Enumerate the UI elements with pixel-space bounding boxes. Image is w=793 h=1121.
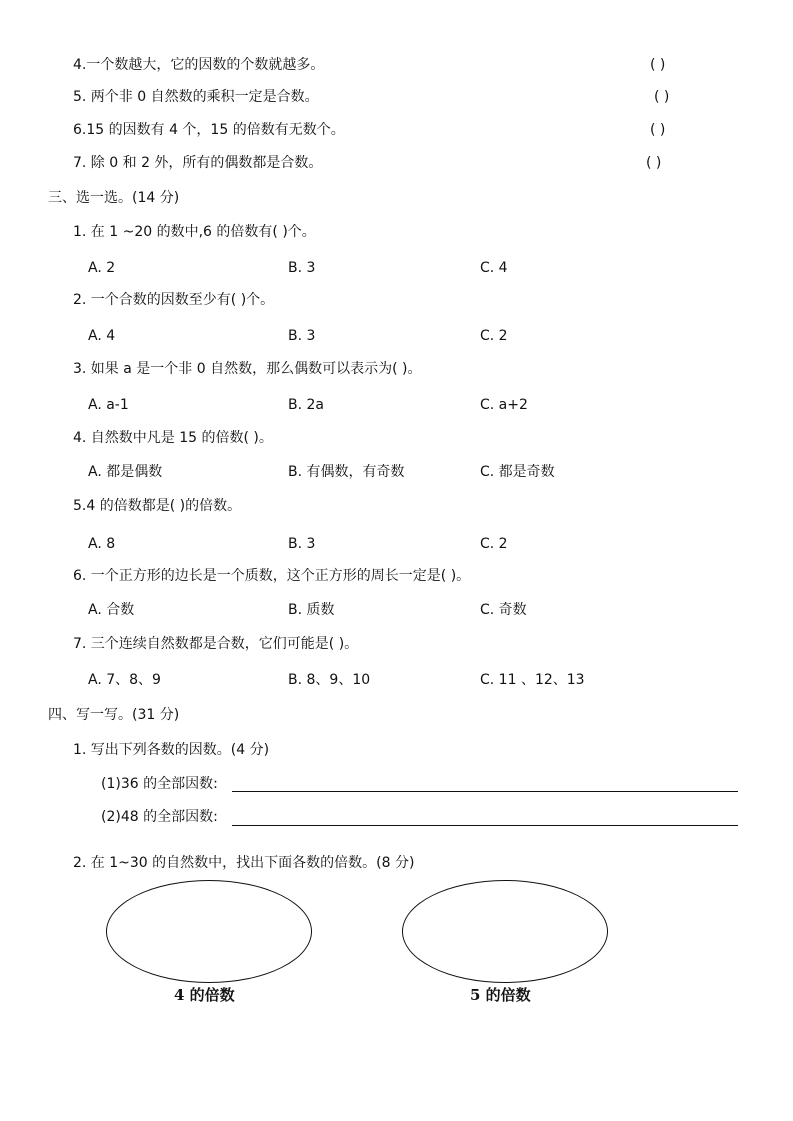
option-1-c[interactable]: C. 4 [480, 260, 508, 276]
option-1-b[interactable]: B. 3 [288, 260, 316, 276]
option-6-a[interactable]: A. 合数 [88, 602, 135, 618]
option-5-c[interactable]: C. 2 [480, 536, 508, 552]
option-2-a[interactable]: A. 4 [88, 328, 116, 344]
option-5-a[interactable]: A. 8 [88, 536, 116, 552]
judge-question-5: 5. 两个非 0 自然数的乘积一定是合数。 [73, 89, 319, 105]
answer-blank-judge-5[interactable]: ( ) [654, 89, 670, 105]
judge-question-7: 7. 除 0 和 2 外，所有的偶数都是合数。 [73, 155, 323, 171]
write-question-1: 1. 写出下列各数的因数。(4 分) [73, 742, 270, 758]
section-3-title: 三、选一选。(14 分) [48, 190, 180, 206]
option-3-a[interactable]: A. a-1 [88, 397, 129, 413]
answer-blank-judge-4[interactable]: ( ) [650, 57, 666, 73]
answer-line-48[interactable] [232, 825, 738, 826]
judge-question-6: 6.15 的因数有 4 个，15 的倍数有无数个。 [73, 122, 345, 138]
option-3-c[interactable]: C. a+2 [480, 397, 528, 413]
option-2-b[interactable]: B. 3 [288, 328, 316, 344]
option-4-a[interactable]: A. 都是偶数 [88, 464, 163, 480]
oval-label-4: 4 的倍数 [174, 986, 235, 1004]
answer-oval-4[interactable] [106, 880, 312, 983]
answer-blank-judge-6[interactable]: ( ) [650, 122, 666, 138]
write-question-2: 2. 在 1~30 的自然数中，找出下面各数的倍数。(8 分) [73, 855, 415, 871]
answer-oval-5[interactable] [402, 880, 608, 983]
choice-question-2: 2. 一个合数的因数至少有( )个。 [73, 292, 275, 308]
answer-blank-judge-7[interactable]: ( ) [646, 155, 662, 171]
choice-question-7: 7. 三个连续自然数都是合数，它们可能是( )。 [73, 636, 359, 652]
factor-line-36-label: (1)36 的全部因数: [101, 776, 218, 792]
section-4-title: 四、写一写。(31 分) [48, 707, 180, 723]
judge-question-4: 4.一个数越大，它的因数的个数就越多。 [73, 57, 325, 73]
option-4-b[interactable]: B. 有偶数，有奇数 [288, 464, 405, 480]
option-6-b[interactable]: B. 质数 [288, 602, 335, 618]
option-7-c[interactable]: C. 11 、12、13 [480, 672, 585, 688]
choice-question-3: 3. 如果 a 是一个非 0 自然数，那么偶数可以表示为( )。 [73, 361, 422, 377]
option-4-c[interactable]: C. 都是奇数 [480, 464, 555, 480]
choice-question-1: 1. 在 1 ~20 的数中,6 的倍数有( )个。 [73, 224, 316, 240]
option-5-b[interactable]: B. 3 [288, 536, 316, 552]
factor-line-48-label: (2)48 的全部因数: [101, 809, 218, 825]
choice-question-5: 5.4 的倍数都是( )的倍数。 [73, 498, 242, 514]
option-6-c[interactable]: C. 奇数 [480, 602, 527, 618]
answer-line-36[interactable] [232, 791, 738, 792]
option-1-a[interactable]: A. 2 [88, 260, 116, 276]
oval-label-5: 5 的倍数 [470, 986, 531, 1004]
choice-question-4: 4. 自然数中凡是 15 的倍数( )。 [73, 430, 273, 446]
option-3-b[interactable]: B. 2a [288, 397, 324, 413]
option-2-c[interactable]: C. 2 [480, 328, 508, 344]
option-7-a[interactable]: A. 7、8、9 [88, 672, 161, 688]
option-7-b[interactable]: B. 8、9、10 [288, 672, 371, 688]
choice-question-6: 6. 一个正方形的边长是一个质数，这个正方形的周长一定是( )。 [73, 568, 471, 584]
